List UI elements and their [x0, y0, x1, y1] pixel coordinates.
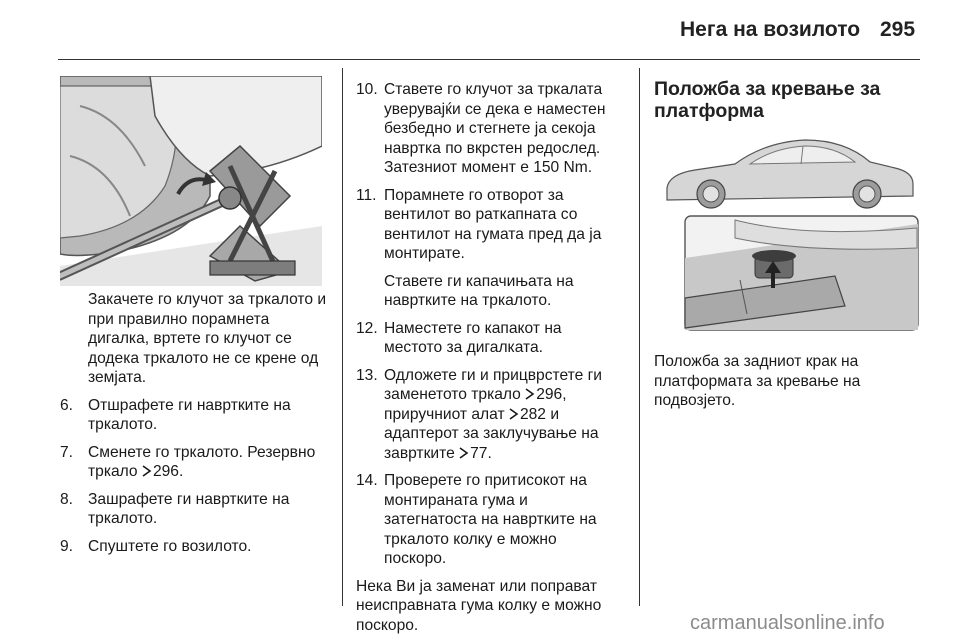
- list-item: [356, 186, 620, 311]
- list-item: [60, 443, 330, 482]
- step-number: 10.: [356, 81, 378, 98]
- left-steps-list: [60, 396, 330, 557]
- step-text: приручниот алат: [384, 405, 509, 423]
- step-number: 9.: [60, 537, 74, 555]
- left-text-column: [60, 290, 330, 564]
- column-divider-left: [342, 68, 343, 606]
- list-item: [356, 319, 620, 358]
- car-lift-point-illustration: [655, 128, 920, 333]
- middle-text-column: [356, 80, 620, 635]
- step-number: 7.: [60, 443, 74, 461]
- step-subparagraph: Ставете ги капачињата на навртките на тркалото.: [384, 272, 574, 309]
- jack-intro-paragraph: Закачете го клучот за тркалото и при правилно порамнета дигалка, вртете го клучот се додека тркалото не се крене од земјата.: [88, 291, 327, 386]
- reference-arrow-icon: [509, 408, 519, 420]
- reference-arrow-icon: [142, 465, 152, 477]
- step-number: 14.: [356, 472, 378, 489]
- step-text: Зашрафете ги навртките на тркалото.: [88, 490, 290, 527]
- list-item: [60, 537, 330, 557]
- step-text: Наместете го капакот на местото за дигалката.: [384, 319, 562, 356]
- column-divider-right: [639, 68, 640, 606]
- step-text: Одложете ги и прицврстете ги заменетото тркало: [384, 366, 602, 403]
- step-text: Проверете го притисокот на монтираната гума и затегнатоста на навртките на тркалото колку е можно поскоро.: [384, 472, 597, 567]
- step-number: 6.: [60, 396, 74, 414]
- page-reference-link[interactable]: 296.: [152, 463, 184, 480]
- step-text: и адаптерот за заклучување на завртките: [384, 405, 599, 462]
- reference-arrow-icon: [525, 388, 535, 400]
- page-reference-link[interactable]: 282: [519, 405, 546, 423]
- header-divider: [58, 59, 920, 60]
- step-text: Спуштете го возилото.: [88, 537, 252, 555]
- page-header-title: Нега на возилото: [680, 18, 861, 41]
- list-item: [356, 80, 620, 178]
- page-reference-link[interactable]: 296,: [536, 386, 567, 403]
- step-number: 13.: [356, 366, 378, 384]
- closing-paragraph: Нека Ви ја заменат или поправат неисправната гума колку е можно поскоро.: [356, 577, 602, 634]
- right-text-column: [654, 78, 920, 122]
- step-number: 12.: [356, 319, 378, 337]
- step-text: Отшрафете ги навртките на тркалото.: [88, 396, 291, 433]
- page-number: 295: [880, 18, 916, 41]
- page-reference-link[interactable]: 77.: [470, 444, 492, 462]
- step-number: 8.: [60, 490, 74, 508]
- list-item: [356, 471, 620, 569]
- step-text: Сменете го тркалото. Резервно тркало: [88, 443, 316, 480]
- step-text: Порамнете го отворот за вентилот во раткапната со вентилот на гумата пред да ја монтирате.: [384, 186, 602, 262]
- list-item: [60, 396, 330, 435]
- figure-caption: Положба за задниот крак на платформата за кревање на подвозјето.: [654, 353, 861, 409]
- watermark-text: carmanualsonline.info: [690, 612, 885, 634]
- right-caption-column: [654, 352, 920, 411]
- jack-wheel-illustration: [60, 76, 322, 286]
- list-item: [60, 490, 330, 529]
- step-number: 11.: [356, 186, 377, 204]
- section-title: Положба за кревање за платформа: [654, 78, 881, 122]
- list-item: [356, 366, 620, 464]
- step-text: Ставете го клучот за тркалата уверувајќи се дека е наместен безбедно и стегнете ја секоја навртка по вкрстен редослед. Затезниот момент е 150 Nm.: [384, 81, 606, 176]
- reference-arrow-icon: [459, 447, 469, 459]
- middle-steps-list: [356, 80, 620, 569]
